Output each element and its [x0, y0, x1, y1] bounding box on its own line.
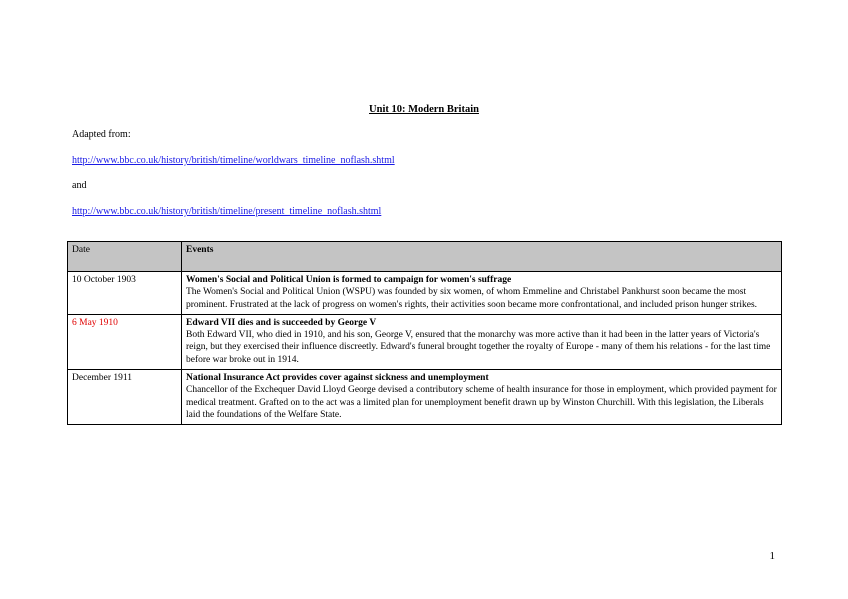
header-events: Events	[182, 242, 782, 272]
row-event	[182, 314, 782, 369]
event-description: Both Edward VII, who died in 1910, and his son, George V, ensured that the monarchy was more active than it had been in the latter years of Victoria's reign, but they exercised their influence discreetly. Edward's funeral brought together the royalty of Europe - many of them his relations - for the last time before war broke out in 1914.	[186, 330, 771, 365]
row-date: 10 October 1903	[68, 272, 182, 315]
event-title: National Insurance Act provides cover against sickness and unemployment	[186, 373, 489, 384]
row-date: December 1911	[68, 370, 182, 425]
page-number: 1	[769, 550, 775, 562]
table-header-row	[68, 242, 782, 272]
header-date: Date	[68, 242, 182, 272]
source-link-container	[72, 206, 381, 218]
source-link-present[interactable]: http://www.bbc.co.uk/history/british/timeline/present_timeline_noflash.shtml	[72, 206, 382, 217]
source-link-container	[72, 155, 395, 167]
event-description: Chancellor of the Exchequer David Lloyd George devised a contributory scheme of health insurance for those in employment, which provided payment for medical treatment. Grafted on to the act was a limited plan for unemployment benefit drawn up by Winston Churchill. With this legislation, the Liberals laid the foundations of the Welfare State.	[186, 385, 777, 420]
event-title: Women's Social and Political Union is formed to campaign for women's suffrage	[186, 275, 512, 285]
adapted-from-label: Adapted from:	[72, 129, 131, 140]
table-row	[68, 314, 782, 369]
row-event	[182, 370, 782, 425]
table-row	[68, 272, 782, 315]
timeline-table	[67, 241, 782, 425]
source-link-worldwars[interactable]: http://www.bbc.co.uk/history/british/timeline/worldwars_timeline_noflash.shtml	[72, 155, 395, 166]
and-label: and	[72, 180, 87, 191]
row-date: 6 May 1910	[68, 314, 182, 369]
page-title: Unit 10: Modern Britain	[369, 104, 479, 115]
event-title: Edward VII dies and is succeeded by George V	[186, 317, 377, 328]
row-event	[182, 272, 782, 315]
table-row	[68, 370, 782, 425]
event-description: The Women's Social and Political Union (WSPU) was founded by six women, of whom Emmeline and Christabel Pankhurst soon became the most prominent. Frustrated at the lack of progress on women's rights, their activities soon became more confrontational, and included prison hunger strikes.	[186, 287, 758, 310]
